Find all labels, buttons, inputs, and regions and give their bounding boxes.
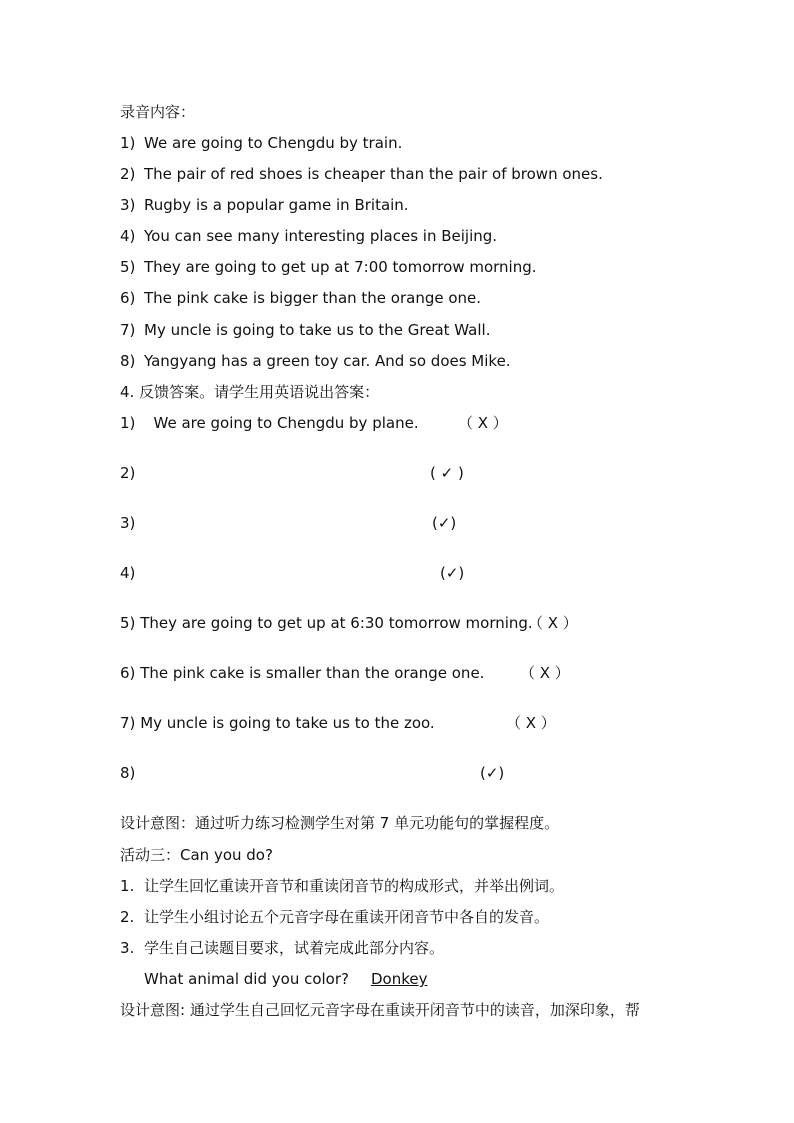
- item-text: We are going to Chengdu by train.: [144, 134, 403, 152]
- answer-mark-4: (✓): [440, 564, 465, 582]
- answer-number: 6): [120, 664, 136, 682]
- step-number: 3.: [120, 939, 135, 957]
- item-text: Yangyang has a green toy car. And so does Mike.: [144, 352, 511, 370]
- answer-number: 7): [120, 714, 136, 732]
- step-text: 让学生回忆重读开音节和重读闭音节的构成形式，并举出例词。: [144, 877, 565, 895]
- answer-number: 3): [120, 514, 136, 532]
- answer-number: 5): [120, 614, 136, 632]
- item-number: 1): [120, 134, 136, 152]
- question-text: What animal did you color?: [144, 970, 349, 988]
- answer-text: We are going to Chengdu by plane.: [144, 414, 419, 432]
- item-number: 8): [120, 352, 136, 370]
- step-number: 1.: [120, 877, 135, 895]
- answer-mark-2: ( ✓ ): [430, 464, 464, 482]
- item-text: They are going to get up at 7:00 tomorrow morning.: [144, 258, 537, 276]
- item-number: 3): [120, 196, 136, 214]
- item-text: The pair of red shoes is cheaper than the pair of brown ones.: [144, 165, 603, 183]
- step-text: 让学生小组讨论五个元音字母在重读开闭音节中各自的发音。: [144, 908, 550, 926]
- answer-mark-7: （ X ）: [506, 714, 556, 732]
- step-number: 2.: [120, 908, 135, 926]
- transcript-item-2: [120, 164, 603, 184]
- activity3-title: 活动三：Can you do?: [120, 846, 273, 864]
- answer-mark-8: (✓): [480, 764, 505, 782]
- transcript-item-6: [120, 288, 481, 308]
- answer-number: 2): [120, 464, 136, 482]
- step-text: 学生自己读题目要求，试着完成此部分内容。: [144, 939, 445, 957]
- design-intent-2: 设计意图: 通过学生自己回忆元音字母在重读开闭音节中的读音，加深印象，帮: [120, 1001, 640, 1019]
- transcript-item-7: [120, 320, 490, 340]
- answer-row-2: [120, 463, 144, 483]
- answer-row-4: [120, 563, 144, 583]
- answer-number: 1): [120, 414, 136, 432]
- answer-word: Donkey: [371, 970, 428, 988]
- answer-row-8: [120, 763, 144, 783]
- item-text: Rugby is a popular game in Britain.: [144, 196, 409, 214]
- answer-text: They are going to get up at 6:30 tomorrow morning.: [140, 614, 533, 632]
- answer-text: My uncle is going to take us to the zoo.: [140, 714, 435, 732]
- item-number: 4): [120, 227, 136, 245]
- answer-mark-5: （ X ）: [528, 614, 578, 632]
- item-number: 6): [120, 289, 136, 307]
- answer-mark-6: （ X ）: [520, 664, 570, 682]
- answer-mark-1: （ X ）: [458, 414, 508, 432]
- item-text: You can see many interesting places in Beijing.: [144, 227, 498, 245]
- transcript-item-4: [120, 226, 497, 246]
- activity-step-1: [120, 876, 564, 896]
- transcript-item-5: [120, 257, 537, 277]
- answer-mark-3: (✓): [432, 514, 457, 532]
- activity-step-3: [120, 938, 444, 958]
- answer-number: 4): [120, 564, 136, 582]
- answer-number: 8): [120, 764, 136, 782]
- answer-row-3: [120, 513, 144, 533]
- question-line: [144, 969, 428, 989]
- feedback-heading: 4. 反馈答案。请学生用英语说出答案：: [120, 383, 380, 401]
- transcript-item-1: [120, 133, 402, 153]
- answer-row-5: [120, 613, 533, 633]
- transcript-item-3: [120, 195, 409, 215]
- item-number: 2): [120, 165, 136, 183]
- transcript-heading: 录音内容：: [120, 103, 196, 121]
- answer-text: The pink cake is smaller than the orange one.: [140, 664, 485, 682]
- item-text: The pink cake is bigger than the orange one.: [144, 289, 482, 307]
- answer-row-6: [120, 663, 484, 683]
- transcript-item-8: [120, 351, 511, 371]
- item-number: 5): [120, 258, 136, 276]
- activity-step-2: [120, 907, 549, 927]
- item-number: 7): [120, 321, 136, 339]
- answer-row-7: [120, 713, 435, 733]
- design-intent-1: 设计意图：通过听力练习检测学生对第 7 单元功能句的掌握程度。: [120, 814, 560, 832]
- item-text: My uncle is going to take us to the Great Wall.: [144, 321, 491, 339]
- answer-row-1: [120, 413, 419, 433]
